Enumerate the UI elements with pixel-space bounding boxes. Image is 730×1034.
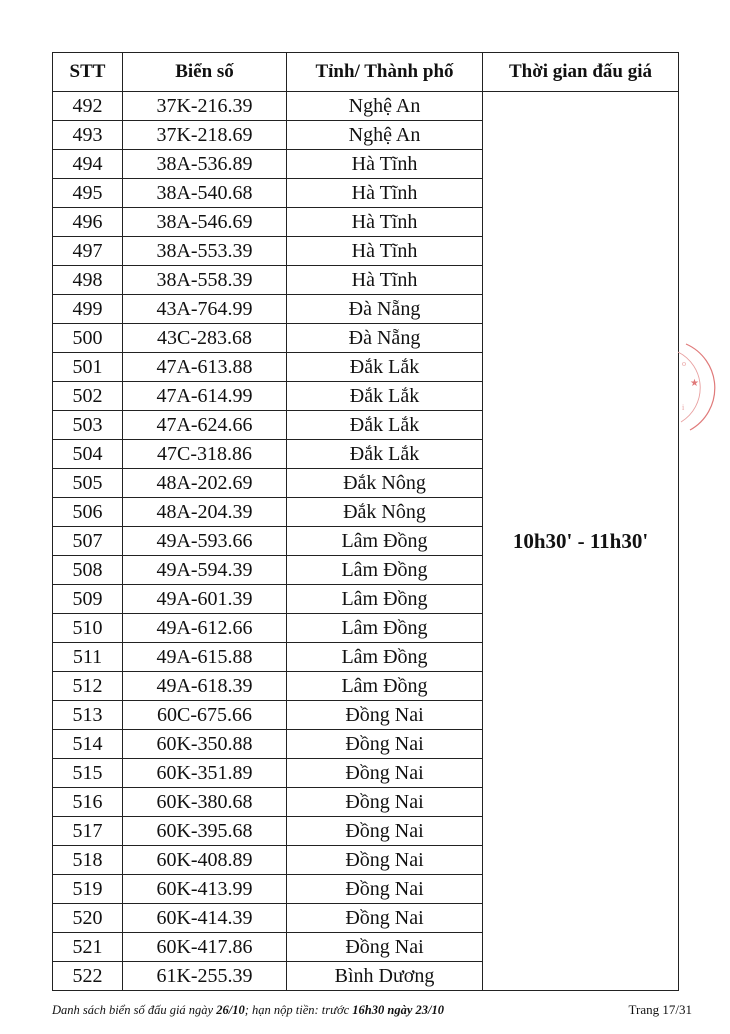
cell-province: Hà Tĩnh — [287, 266, 483, 295]
cell-province: Đồng Nai — [287, 846, 483, 875]
cell-plate: 47A-614.99 — [123, 382, 287, 411]
cell-province: Lâm Đồng — [287, 643, 483, 672]
cell-stt: 507 — [53, 527, 123, 556]
cell-province: Hà Tĩnh — [287, 208, 483, 237]
cell-stt: 495 — [53, 179, 123, 208]
header-time: Thời gian đấu giá — [483, 53, 679, 92]
cell-plate: 48A-204.39 — [123, 498, 287, 527]
cell-province: Đắk Lắk — [287, 353, 483, 382]
cell-plate: 49A-615.88 — [123, 643, 287, 672]
cell-stt: 520 — [53, 904, 123, 933]
cell-stt: 521 — [53, 933, 123, 962]
cell-province: Nghệ An — [287, 92, 483, 121]
cell-stt: 514 — [53, 730, 123, 759]
cell-stt: 492 — [53, 92, 123, 121]
cell-stt: 515 — [53, 759, 123, 788]
cell-province: Đắk Nông — [287, 469, 483, 498]
cell-stt: 497 — [53, 237, 123, 266]
page-number: Trang 17/31 — [628, 1002, 692, 1017]
cell-province: Nghệ An — [287, 121, 483, 150]
cell-stt: 511 — [53, 643, 123, 672]
cell-stt: 504 — [53, 440, 123, 469]
svg-text:★: ★ — [690, 378, 699, 389]
cell-stt: 512 — [53, 672, 123, 701]
cell-province: Hà Tĩnh — [287, 237, 483, 266]
cell-province: Lâm Đồng — [287, 585, 483, 614]
cell-province: Lâm Đồng — [287, 556, 483, 585]
cell-plate: 49A-618.39 — [123, 672, 287, 701]
cell-plate: 60K-395.68 — [123, 817, 287, 846]
cell-stt: 506 — [53, 498, 123, 527]
cell-plate: 47A-624.66 — [123, 411, 287, 440]
cell-time-slot: 10h30' - 11h30' — [483, 92, 679, 991]
table-body — [53, 92, 679, 991]
cell-province: Đồng Nai — [287, 759, 483, 788]
cell-stt: 499 — [53, 295, 123, 324]
cell-province: Đắk Nông — [287, 498, 483, 527]
cell-plate: 60K-413.99 — [123, 875, 287, 904]
header-row — [53, 53, 679, 92]
cell-plate: 43C-283.68 — [123, 324, 287, 353]
cell-plate: 38A-558.39 — [123, 266, 287, 295]
cell-province: Hà Tĩnh — [287, 179, 483, 208]
cell-stt: 510 — [53, 614, 123, 643]
cell-plate: 48A-202.69 — [123, 469, 287, 498]
cell-plate: 43A-764.99 — [123, 295, 287, 324]
cell-plate: 61K-255.39 — [123, 962, 287, 991]
cell-stt: 496 — [53, 208, 123, 237]
cell-province: Đà Nẵng — [287, 295, 483, 324]
cell-plate: 37K-216.39 — [123, 92, 287, 121]
cell-province: Lâm Đồng — [287, 614, 483, 643]
cell-province: Lâm Đồng — [287, 672, 483, 701]
cell-province: Đồng Nai — [287, 904, 483, 933]
header-stt: STT — [53, 53, 123, 92]
cell-plate: 60K-350.88 — [123, 730, 287, 759]
svg-text:o: o — [682, 359, 686, 368]
cell-stt: 509 — [53, 585, 123, 614]
cell-plate: 38A-536.89 — [123, 150, 287, 179]
cell-plate: 38A-546.69 — [123, 208, 287, 237]
footer-note: Danh sách biển số đấu giá ngày 26/10; hạn nộp tiền: trước 16h30 ngày 23/10 — [52, 1003, 444, 1017]
cell-plate: 47A-613.88 — [123, 353, 287, 382]
auction-table — [52, 52, 679, 991]
cell-plate: 47C-318.86 — [123, 440, 287, 469]
cell-province: Đồng Nai — [287, 788, 483, 817]
cell-stt: 522 — [53, 962, 123, 991]
cell-plate: 60C-675.66 — [123, 701, 287, 730]
cell-stt: 503 — [53, 411, 123, 440]
cell-stt: 501 — [53, 353, 123, 382]
cell-province: Đồng Nai — [287, 933, 483, 962]
cell-province: Đồng Nai — [287, 701, 483, 730]
svg-text:i: i — [682, 403, 685, 412]
cell-stt: 513 — [53, 701, 123, 730]
stamp-seal-fragment — [676, 338, 730, 438]
cell-stt: 505 — [53, 469, 123, 498]
cell-stt: 516 — [53, 788, 123, 817]
cell-plate: 60K-351.89 — [123, 759, 287, 788]
cell-province: Đồng Nai — [287, 875, 483, 904]
cell-plate: 38A-540.68 — [123, 179, 287, 208]
cell-stt: 517 — [53, 817, 123, 846]
cell-province: Đắk Lắk — [287, 440, 483, 469]
cell-stt: 502 — [53, 382, 123, 411]
cell-plate: 60K-417.86 — [123, 933, 287, 962]
cell-province: Đắk Lắk — [287, 382, 483, 411]
cell-plate: 60K-414.39 — [123, 904, 287, 933]
cell-stt: 519 — [53, 875, 123, 904]
cell-plate: 49A-612.66 — [123, 614, 287, 643]
cell-province: Bình Dương — [287, 962, 483, 991]
cell-province: Đắk Lắk — [287, 411, 483, 440]
cell-plate: 60K-380.68 — [123, 788, 287, 817]
cell-stt: 518 — [53, 846, 123, 875]
cell-plate: 49A-593.66 — [123, 527, 287, 556]
cell-stt: 498 — [53, 266, 123, 295]
table-row — [53, 92, 679, 121]
cell-plate: 37K-218.69 — [123, 121, 287, 150]
cell-province: Đồng Nai — [287, 817, 483, 846]
cell-plate: 38A-553.39 — [123, 237, 287, 266]
cell-stt: 493 — [53, 121, 123, 150]
header-plate: Biển số — [123, 53, 287, 92]
cell-stt: 508 — [53, 556, 123, 585]
cell-province: Đà Nẵng — [287, 324, 483, 353]
cell-plate: 60K-408.89 — [123, 846, 287, 875]
cell-stt: 500 — [53, 324, 123, 353]
cell-province: Lâm Đồng — [287, 527, 483, 556]
cell-stt: 494 — [53, 150, 123, 179]
cell-province: Đồng Nai — [287, 730, 483, 759]
cell-province: Hà Tĩnh — [287, 150, 483, 179]
cell-plate: 49A-594.39 — [123, 556, 287, 585]
cell-plate: 49A-601.39 — [123, 585, 287, 614]
header-province: Tỉnh/ Thành phố — [287, 53, 483, 92]
